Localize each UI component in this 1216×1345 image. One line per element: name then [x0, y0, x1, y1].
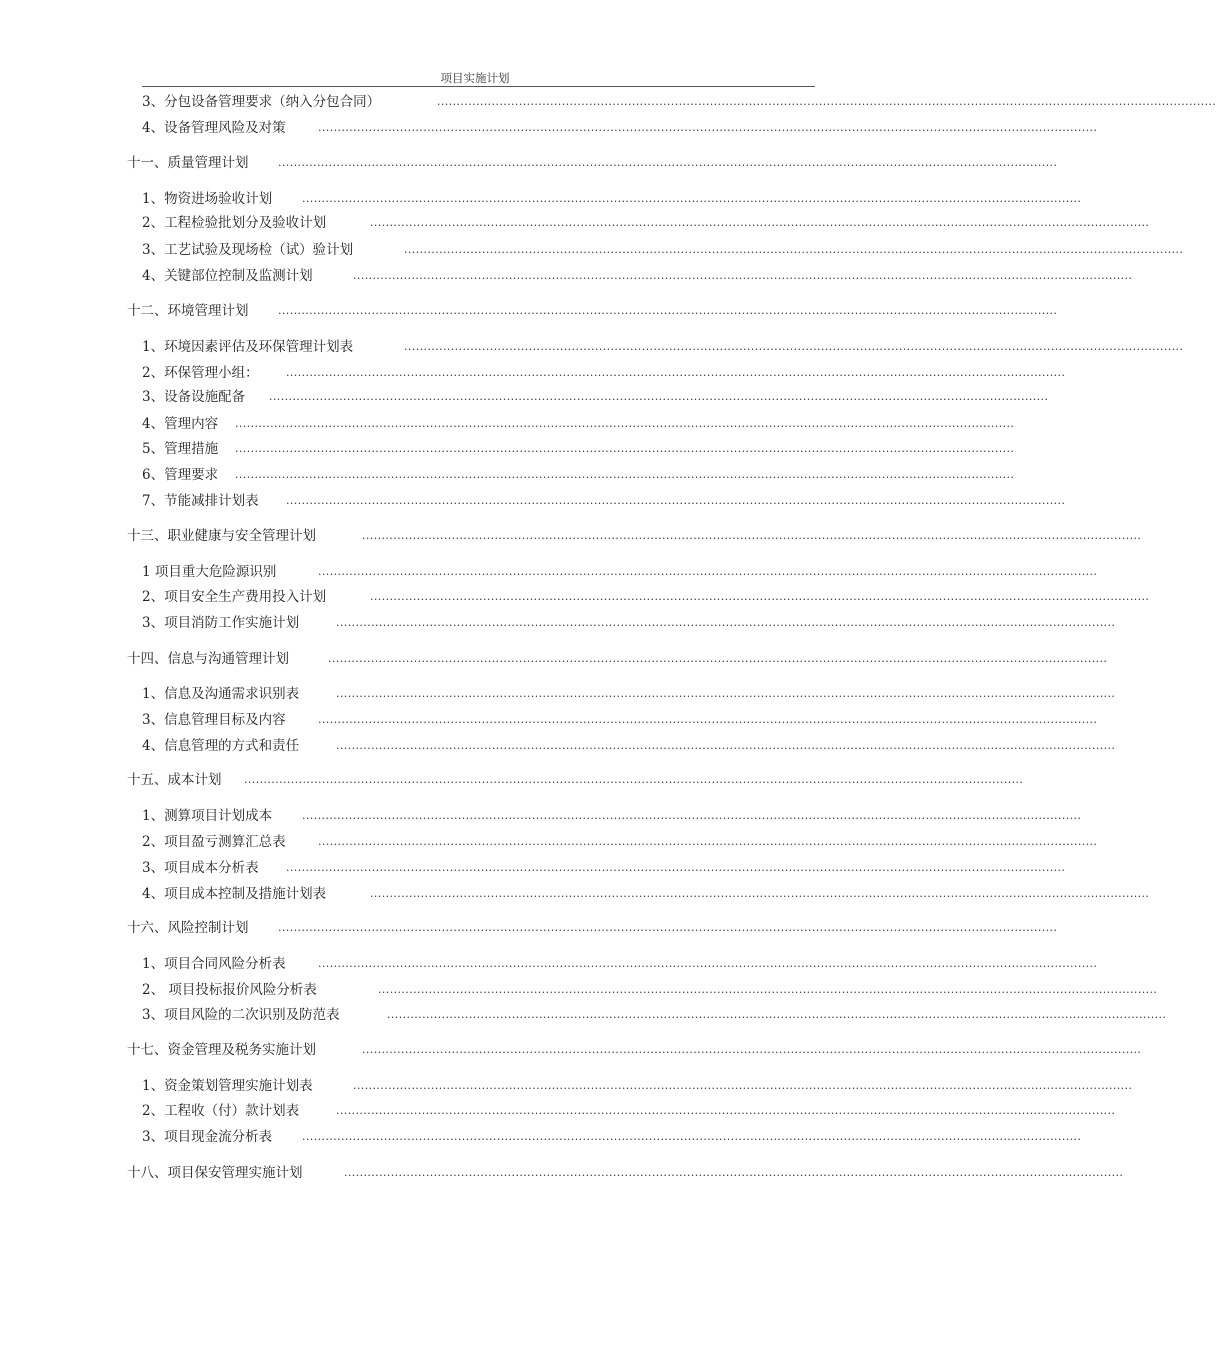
page-header-title: 项目实施计划 [440, 71, 510, 85]
toc-leader-dots: ........................................................................................................................................................................................................ [370, 887, 1150, 900]
toc-entry[interactable] [127, 649, 1108, 669]
toc-leader-dots: ........................................................................................................................................................................................................ [318, 713, 1098, 726]
toc-leader-dots: ........................................................................................................................................................................................................ [336, 1104, 1116, 1117]
toc-leader-dots: ........................................................................................................................................................................................................ [286, 366, 1066, 379]
toc-entry[interactable] [142, 806, 1082, 826]
toc-entry-label: 2、项目盈亏测算汇总表 [142, 834, 286, 850]
toc-entry-label: 1、测算项目计划成本 [142, 808, 273, 824]
toc-entry[interactable] [142, 884, 1150, 904]
toc-entry[interactable] [127, 770, 1024, 790]
toc-entry[interactable] [142, 1076, 1133, 1096]
toc-entry[interactable] [142, 587, 1150, 607]
toc-leader-dots: ........................................................................................................................................................................................................ [362, 529, 1142, 542]
toc-entry[interactable] [142, 92, 1216, 112]
toc-entry[interactable] [142, 189, 1082, 209]
toc-leader-dots: ........................................................................................................................................................................................................ [244, 773, 1024, 786]
toc-entry[interactable] [142, 414, 1015, 434]
toc-entry-label: 4、设备管理风险及对策 [142, 120, 286, 136]
toc-entry[interactable] [142, 1005, 1167, 1025]
toc-entry-label: 十六、风险控制计划 [127, 920, 249, 936]
toc-leader-dots: ........................................................................................................................................................................................................ [362, 1043, 1142, 1056]
toc-leader-dots: ........................................................................................................................................................................................................ [336, 687, 1116, 700]
toc-leader-dots: ........................................................................................................................................................................................................ [318, 835, 1098, 848]
toc-entry[interactable] [142, 562, 1098, 582]
toc-leader-dots: ........................................................................................................................................................................................................ [378, 983, 1158, 996]
toc-leader-dots: ........................................................................................................................................................................................................ [370, 216, 1150, 229]
toc-entry[interactable] [142, 736, 1116, 756]
toc-entry[interactable] [142, 710, 1098, 730]
toc-entry-label: 5、管理措施 [142, 441, 219, 457]
header-rule [142, 86, 815, 87]
toc-leader-dots: ........................................................................................................................................................................................................ [370, 590, 1150, 603]
toc-entry-label: 3、项目现金流分析表 [142, 1129, 273, 1145]
toc-leader-dots: ........................................................................................................................................................................................................ [278, 304, 1058, 317]
toc-entry-label: 4、信息管理的方式和责任 [142, 738, 300, 754]
toc-leader-dots: ........................................................................................................................................................................................................ [318, 121, 1098, 134]
toc-entry-label: 1 项目重大危险源识别 [142, 564, 277, 580]
toc-entry[interactable] [142, 954, 1098, 974]
toc-entry[interactable] [142, 439, 1015, 459]
toc-leader-dots: ........................................................................................................................................................................................................ [286, 494, 1066, 507]
toc-entry-label: 3、项目风险的二次识别及防范表 [142, 1007, 340, 1023]
toc-entry-label: 7、节能减排计划表 [142, 493, 259, 509]
toc-leader-dots: ........................................................................................................................................................................................................ [269, 390, 1049, 403]
toc-leader-dots: ........................................................................................................................................................................................................ [387, 1008, 1167, 1021]
toc-leader-dots: ........................................................................................................................................................................................................ [302, 192, 1082, 205]
toc-entry-label: 1、环境因素评估及环保管理计划表 [142, 339, 354, 355]
toc-entry-label: 1、项目合同风险分析表 [142, 956, 286, 972]
toc-entry-label: 十四、信息与沟通管理计划 [127, 651, 289, 667]
toc-entry-label: 十二、环境管理计划 [127, 303, 249, 319]
toc-entry-label: 3、工艺试验及现场检（试）验计划 [142, 242, 354, 258]
toc-leader-dots: ........................................................................................................................................................................................................ [278, 921, 1058, 934]
toc-entry[interactable] [127, 918, 1058, 938]
toc-entry-label: 4、项目成本控制及措施计划表 [142, 886, 327, 902]
toc-entry[interactable] [142, 465, 1015, 485]
toc-entry-label: 3、项目消防工作实施计划 [142, 615, 300, 631]
toc-leader-dots: ........................................................................................................................................................................................................ [353, 269, 1133, 282]
toc-entry-label: 1、信息及沟通需求识别表 [142, 686, 300, 702]
toc-entry-label: 十五、成本计划 [127, 772, 222, 788]
toc-leader-dots: ........................................................................................................................................................................................................ [437, 95, 1216, 108]
toc-entry[interactable] [127, 153, 1058, 173]
toc-entry-label: 2、 项目投标报价风险分析表 [142, 982, 317, 998]
toc-entry[interactable] [142, 832, 1098, 852]
toc-entry[interactable] [142, 980, 1158, 1000]
toc-leader-dots: ........................................................................................................................................................................................................ [404, 243, 1184, 256]
toc-entry[interactable] [142, 118, 1098, 138]
toc-leader-dots: ........................................................................................................................................................................................................ [302, 1130, 1082, 1143]
toc-entry[interactable] [142, 684, 1116, 704]
toc-entry[interactable] [142, 213, 1150, 233]
toc-leader-dots: ........................................................................................................................................................................................................ [344, 1166, 1124, 1179]
toc-entry[interactable] [142, 613, 1116, 633]
toc-entry[interactable] [142, 337, 1184, 357]
toc-entry-label: 十三、职业健康与安全管理计划 [127, 528, 316, 544]
toc-entry[interactable] [142, 387, 1049, 407]
toc-entry-label: 十一、质量管理计划 [127, 155, 249, 171]
toc-entry-label: 2、项目安全生产费用投入计划 [142, 589, 327, 605]
toc-entry[interactable] [142, 491, 1066, 511]
toc-entry-label: 3、设备设施配备 [142, 389, 246, 405]
toc-leader-dots: ........................................................................................................................................................................................................ [318, 565, 1098, 578]
toc-entry-label: 1、物资进场验收计划 [142, 191, 273, 207]
toc-entry[interactable] [142, 1101, 1116, 1121]
toc-leader-dots: ........................................................................................................................................................................................................ [318, 957, 1098, 970]
toc-entry-label: 十七、资金管理及税务实施计划 [127, 1042, 316, 1058]
toc-leader-dots: ........................................................................................................................................................................................................ [302, 809, 1082, 822]
toc-entry[interactable] [142, 266, 1133, 286]
toc-entry[interactable] [127, 301, 1058, 321]
toc-leader-dots: ........................................................................................................................................................................................................ [235, 442, 1015, 455]
toc-entry-label: 3、信息管理目标及内容 [142, 712, 286, 728]
toc-entry-label: 4、关键部位控制及监测计划 [142, 268, 313, 284]
toc-leader-dots: ........................................................................................................................................................................................................ [336, 616, 1116, 629]
toc-entry-label: 6、管理要求 [142, 467, 219, 483]
toc-entry-label: 3、项目成本分析表 [142, 860, 259, 876]
toc-entry-label: 1、资金策划管理实施计划表 [142, 1078, 313, 1094]
toc-leader-dots: ........................................................................................................................................................................................................ [235, 468, 1015, 481]
toc-entry[interactable] [142, 858, 1066, 878]
toc-entry[interactable] [127, 1040, 1142, 1060]
toc-entry-label: 十八、项目保安管理实施计划 [127, 1165, 303, 1181]
toc-leader-dots: ........................................................................................................................................................................................................ [286, 861, 1066, 874]
toc-entry[interactable] [142, 363, 1066, 383]
toc-leader-dots: ........................................................................................................................................................................................................ [278, 156, 1058, 169]
toc-entry-label: 4、管理内容 [142, 416, 219, 432]
toc-entry[interactable] [142, 1127, 1082, 1147]
toc-leader-dots: ........................................................................................................................................................................................................ [404, 340, 1184, 353]
toc-entry[interactable] [127, 1163, 1124, 1183]
toc-entry-label: 2、工程检验批划分及验收计划 [142, 215, 327, 231]
toc-entry[interactable] [127, 526, 1142, 546]
toc-entry-label: 3、分包设备管理要求（纳入分包合同） [142, 94, 381, 110]
toc-leader-dots: ........................................................................................................................................................................................................ [336, 739, 1116, 752]
toc-entry-label: 2、环保管理小组： [142, 365, 259, 381]
toc-leader-dots: ........................................................................................................................................................................................................ [353, 1079, 1133, 1092]
toc-leader-dots: ........................................................................................................................................................................................................ [328, 652, 1108, 665]
toc-entry[interactable] [142, 240, 1184, 260]
toc-leader-dots: ........................................................................................................................................................................................................ [235, 417, 1015, 430]
toc-entry-label: 2、工程收（付）款计划表 [142, 1103, 300, 1119]
